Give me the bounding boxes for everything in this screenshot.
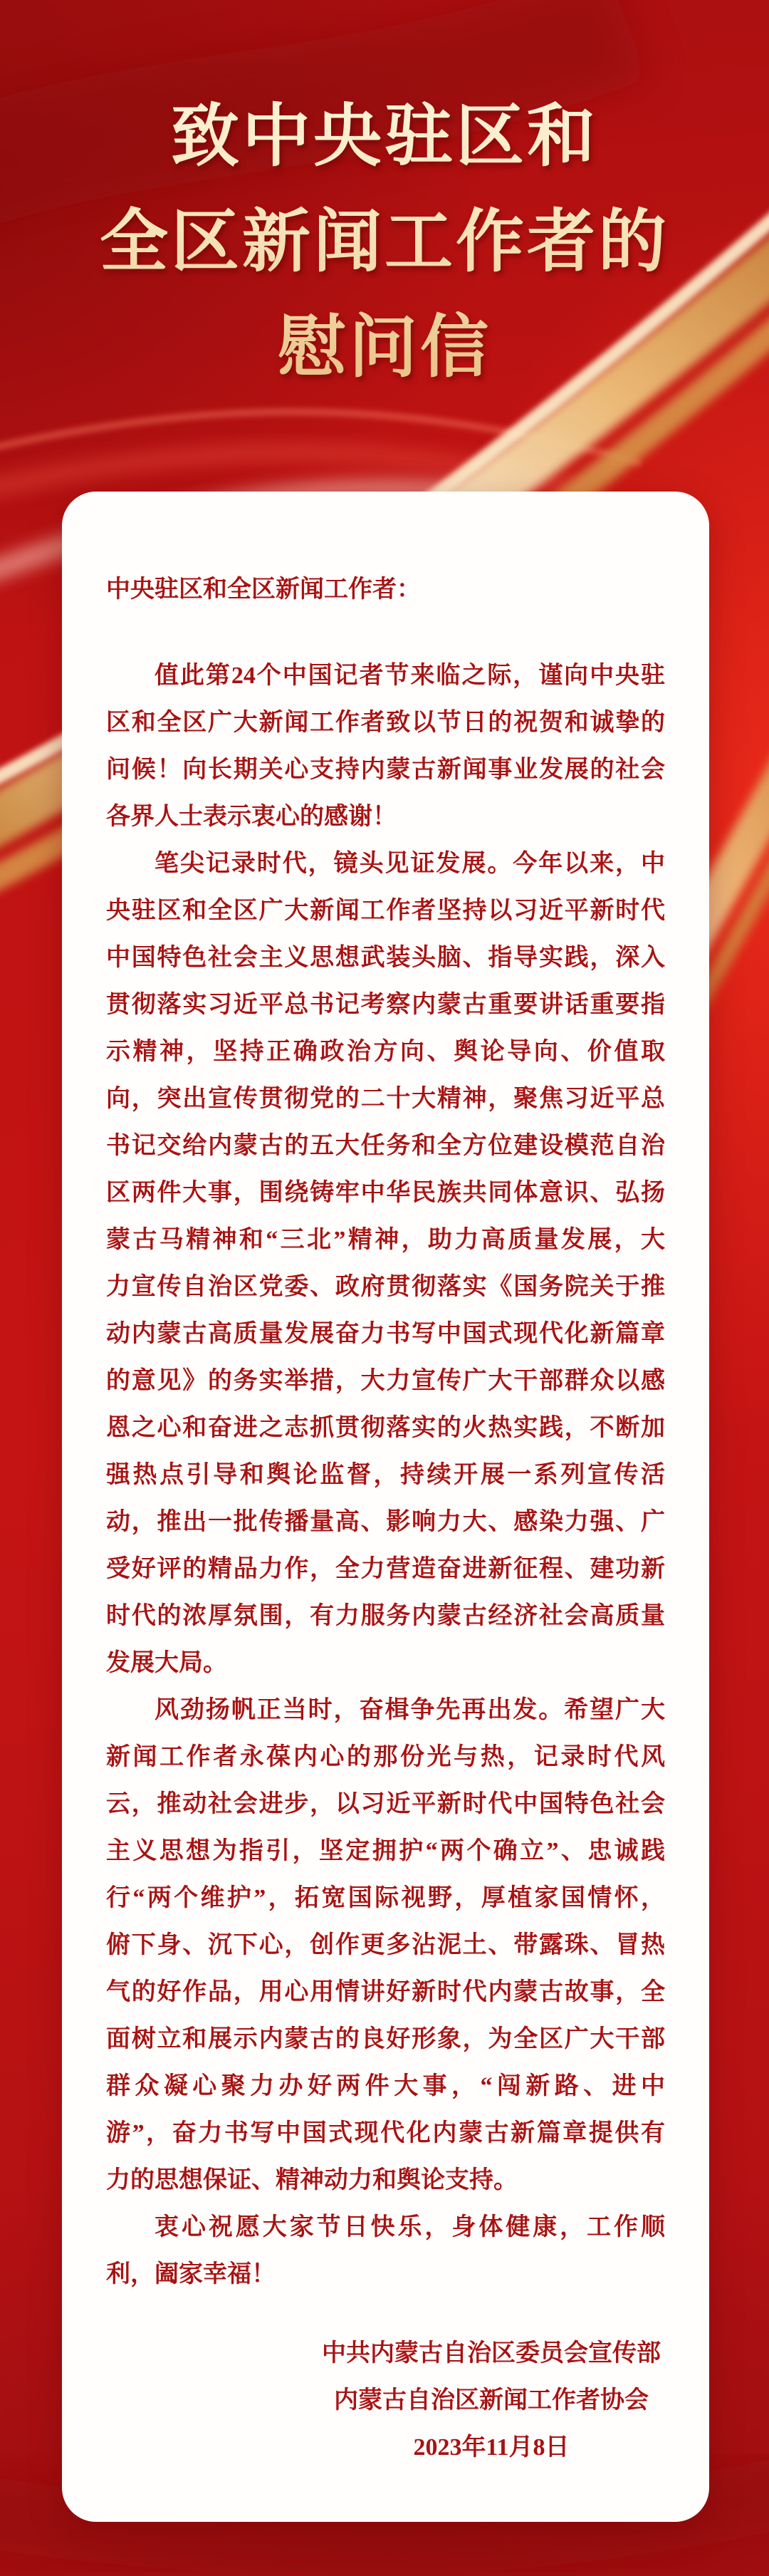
letter-line: 的意见》的务实举措，大力宣传广大干部群众以感 xyxy=(106,1368,665,1394)
letter-line: 强热点引导和舆论监督，持续开展一系列宣传活 xyxy=(106,1462,665,1488)
poster-title xyxy=(0,84,769,400)
letter-line: 书记交给内蒙古的五大任务和全方位建设模范自治 xyxy=(106,1133,665,1159)
letter-body xyxy=(106,653,665,2298)
letter-line: 恩之心和奋进之志抓贯彻落实的火热实践，不断加 xyxy=(106,1415,665,1441)
letter-line: 中国特色社会主义思想武装头脑、指导实践，深入 xyxy=(106,945,665,971)
letter-line: 力宣传自治区党委、政府贯彻落实《国务院关于推 xyxy=(106,1274,665,1300)
letter-line: 衷心祝愿大家节日快乐，身体健康，工作顺 xyxy=(155,2214,665,2240)
letter-line: 向，突出宣传贯彻党的二十大精神，聚焦习近平总 xyxy=(106,1086,665,1112)
letter-line: 动内蒙古高质量发展奋力书写中国式现代化新篇章 xyxy=(106,1321,665,1347)
letter-line: 主义思想为指引，坚定拥护“两个确立”、忠诚践 xyxy=(106,1838,665,1864)
signature-date: 2023年11月8日 xyxy=(413,2434,570,2461)
letter-line: 问候！向长期关心支持内蒙古新闻事业发展的社会 xyxy=(106,757,665,783)
letter-line: 俯下身、沉下心，创作更多沾泥土、带露珠、冒热 xyxy=(106,1932,665,1958)
letter-line: 风劲扬帆正当时，奋楫争先再出发。希望广大 xyxy=(155,1697,665,1723)
letter-line: 行“两个维护”，拓宽国际视野，厚植家国情怀， xyxy=(106,1885,665,1911)
letter-line: 力的思想保证、精神动力和舆论支持。 xyxy=(106,2167,518,2193)
letter-line: 云，推动社会进步，以习近平新时代中国特色社会 xyxy=(106,1791,665,1817)
signature-org-1: 中共内蒙古自治区委员会宣传部 xyxy=(322,2340,661,2367)
letter-line: 值此第24个中国记者节来临之际，谨向中央驻 xyxy=(155,663,665,689)
letter-signature xyxy=(322,2330,661,2471)
letter-line: 贯彻落实习近平总书记考察内蒙古重要讲话重要指 xyxy=(106,992,665,1018)
letter-card xyxy=(62,492,709,2522)
letter-line: 区和全区广大新闻工作者致以节日的祝贺和诚挚的 xyxy=(106,710,665,736)
letter-line: 各界人士表示衷心的感谢！ xyxy=(106,804,397,830)
letter-line: 受好评的精品力作，全力营造奋进新征程、建功新 xyxy=(106,1556,665,1582)
letter-line: 笔尖记录时代，镜头见证发展。今年以来，中 xyxy=(155,851,665,877)
letter-line: 动，推出一批传播量高、影响力大、感染力强、广 xyxy=(106,1509,665,1535)
title-line: 全区新闻工作者的 xyxy=(100,204,669,280)
letter-line: 时代的浓厚氛围，有力服务内蒙古经济社会高质量 xyxy=(106,1603,665,1629)
letter-line: 央驻区和全区广大新闻工作者坚持以习近平新时代 xyxy=(106,898,665,924)
signature-org-2: 内蒙古自治区新闻工作者协会 xyxy=(334,2387,649,2414)
letter-line: 示精神，坚持正确政治方向、舆论导向、价值取 xyxy=(106,1039,665,1065)
title-line: 慰问信 xyxy=(278,309,491,385)
letter-line: 利，阖家幸福！ xyxy=(106,2261,276,2287)
letter-line: 蒙古马精神和“三北”精神，助力高质量发展，大 xyxy=(106,1227,665,1253)
title-line: 致中央驻区和 xyxy=(171,98,598,175)
letter-line: 气的好作品，用心用情讲好新时代内蒙古故事，全 xyxy=(106,1979,665,2005)
letter-line: 游”，奋力书写中国式现代化内蒙古新篇章提供有 xyxy=(106,2120,665,2146)
letter-salutation: 中央驻区和全区新闻工作者： xyxy=(106,576,421,603)
letter-line: 发展大局。 xyxy=(106,1650,227,1676)
letter-line: 群众凝心聚力办好两件大事，“闯新路、进中 xyxy=(106,2073,665,2099)
letter-line: 新闻工作者永葆内心的那份光与热，记录时代风 xyxy=(106,1744,665,1770)
letter-line: 区两件大事，围绕铸牢中华民族共同体意识、弘扬 xyxy=(106,1180,665,1206)
letter-line: 面树立和展示内蒙古的良好形象，为全区广大干部 xyxy=(106,2026,665,2052)
